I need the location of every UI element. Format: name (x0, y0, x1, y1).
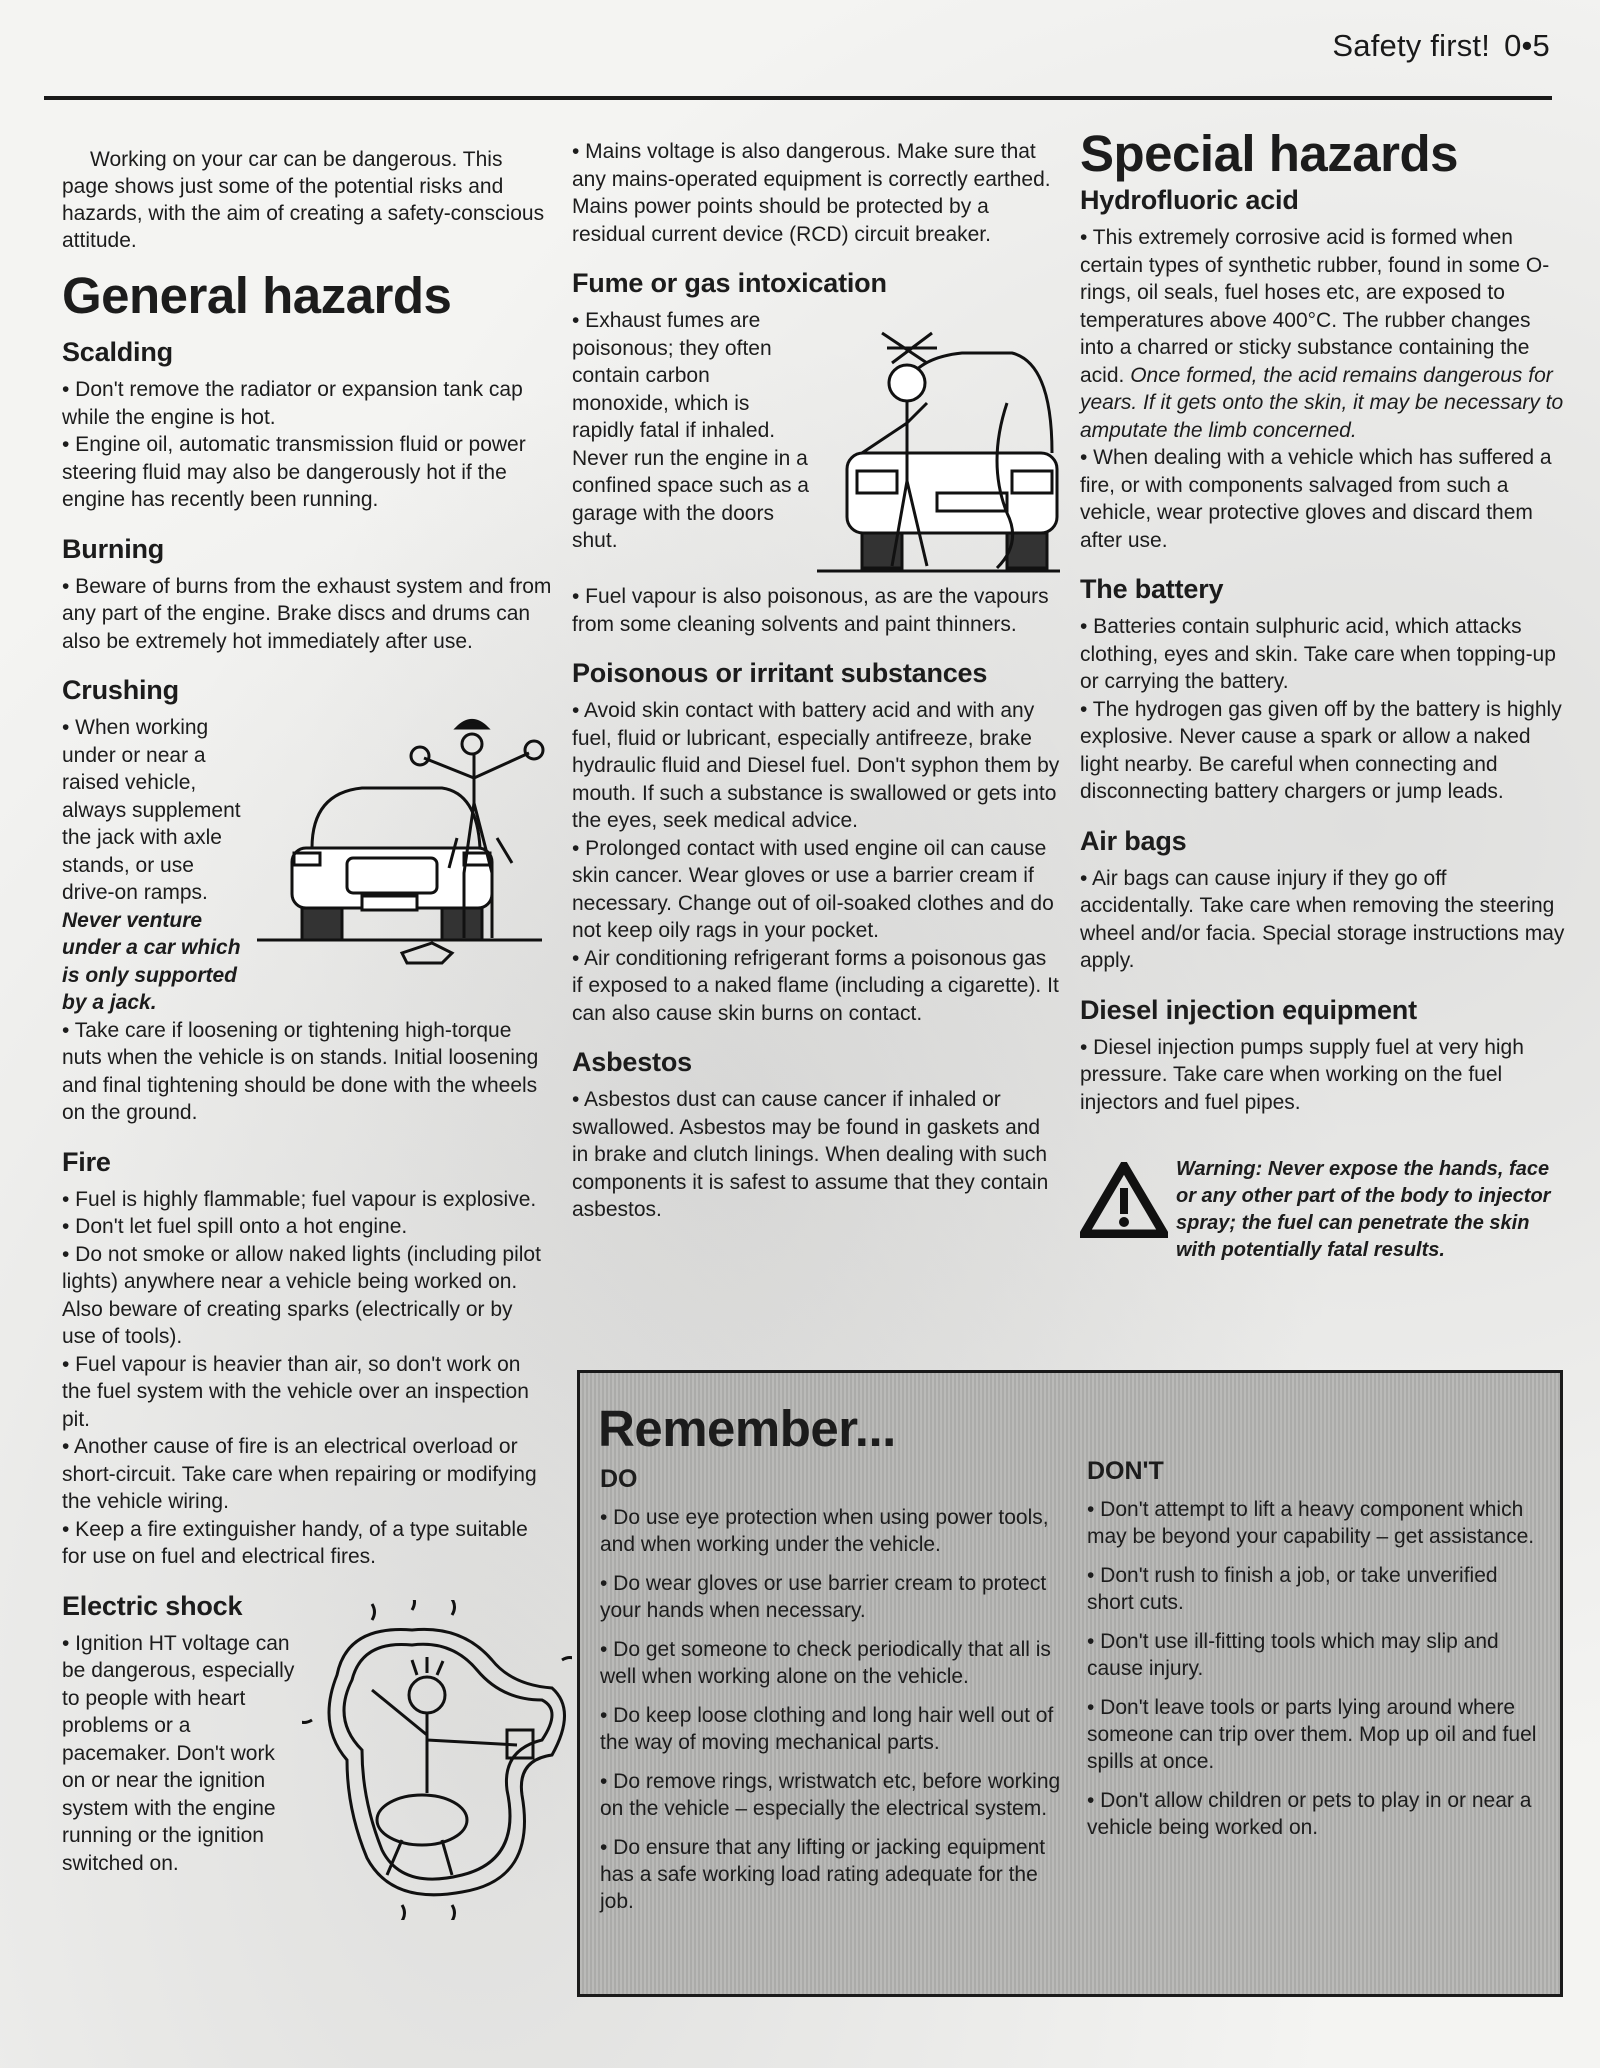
page-header (1332, 28, 1550, 64)
hydrofluoric-text: • This extremely corrosive acid is formed when certain types of synthetic rubber, found in some O-rings, oil seals, fuel hoses etc, are exposed to temperatures above 400°C. The rubber changes into a charred or sticky substance containing the acid. (1080, 226, 1550, 387)
hydrofluoric-emphasis: Once formed, the acid remains dangerous for years. If it gets onto the skin, it may be necessary to amputate the limb concerned. (1080, 363, 1564, 442)
diesel-heading: Diesel injection equipment (1080, 994, 1417, 1025)
dont-heading: DON'T (1087, 1457, 1164, 1485)
dont-column (1087, 1457, 1549, 1853)
airbags-item: • Air bags can cause injury if they go off accidentally. Take care when removing the steering wheel and/or facia. Special storage instructions may apply. (1080, 866, 1565, 972)
electric-shock-item: • Ignition HT voltage can be dangerous, especially to people with heart problems or a pacemaker. Don't work on or near the ignition system with the engine running or the ignition switched on. (62, 1631, 295, 1875)
page-number: 0•5 (1504, 28, 1550, 63)
dont-item: • Don't attempt to lift a heavy component which may be beyond your capability – get assistance. (1087, 1498, 1535, 1548)
column-middle (572, 138, 1062, 1224)
fume-item: • Fuel vapour is also poisonous, as are the vapours from some cleaning solvents and paint thinners. (572, 585, 1049, 636)
poison-item: • Air conditioning refrigerant forms a poisonous gas if exposed to a naked flame (including a cigarette). It can also cause skin burns on contact. (572, 946, 1059, 1025)
asbestos-heading: Asbestos (572, 1047, 692, 1077)
scalding-item: • Don't remove the radiator or expansion tank cap while the engine is hot. (62, 378, 523, 429)
fire-item: • Do not smoke or allow naked lights (including pilot lights) anywhere near a vehicle being worked on. Also beware of creating sparks (electrically or by use of tools). (62, 1242, 541, 1348)
exhaust-fumes-icon (812, 303, 1062, 583)
scalding-heading: Scalding (62, 337, 173, 367)
dont-item: • Don't allow children or pets to play in or near a vehicle being worked on. (1087, 1789, 1532, 1839)
electric-shock-illustration (302, 1600, 572, 1920)
special-hazards-title: Special hazards (1080, 125, 1459, 182)
do-item: • Do use eye protection when using power tools, and when working under the vehicle. (600, 1506, 1049, 1556)
injector-warning-text: Warning: Never expose the hands, face or any other part of the body to injector spray; the fuel can penetrate the skin with potentially fatal results. (1176, 1158, 1551, 1261)
burning-item: • Beware of burns from the exhaust system and from any part of the engine. Brake discs and drums can also be extremely hot immediately after use. (62, 574, 552, 653)
injector-warning (1080, 1156, 1565, 1264)
electric-shock-icon (302, 1600, 572, 1920)
poison-heading: Poisonous or irritant substances (572, 658, 988, 688)
do-item: • Do wear gloves or use barrier cream to protect your hands when necessary. (600, 1572, 1047, 1622)
fire-item: • Fuel vapour is heavier than air, so don't work on the fuel system with the vehicle over an inspection pit. (62, 1352, 529, 1431)
car-on-jack-icon (252, 708, 552, 978)
do-item: • Do keep loose clothing and long hair well out of the way of moving mechanical parts. (600, 1704, 1054, 1754)
crushing-item: • Take care if loosening or tightening high-torque nuts when the vehicle is on stands. Initial loosening and final tightening should be done with the wheels on the ground. (62, 1018, 539, 1124)
electric-shock-heading: Electric shock (62, 1590, 243, 1621)
fire-item: • Keep a fire extinguisher handy, of a type suitable for use on fuel and electrical fires. (62, 1517, 528, 1568)
general-hazards-title: General hazards (62, 267, 452, 324)
fume-heading: Fume or gas intoxication (572, 268, 887, 298)
airbags-heading: Air bags (1080, 825, 1187, 856)
fire-item: • Don't let fuel spill onto a hot engine. (62, 1215, 408, 1238)
dont-item: • Don't leave tools or parts lying around where someone can trip over them. Mop up oil and fuel spills at once. (1087, 1696, 1537, 1773)
column-general-hazards (62, 146, 552, 1920)
do-item: • Do get someone to check periodically that all is well when working alone on the vehicle. (600, 1638, 1051, 1688)
fire-item: • Fuel is highly flammable; fuel vapour is explosive. (62, 1187, 537, 1211)
battery-item: • The hydrogen gas given off by the battery is highly explosive. Never cause a spark or allow a naked light nearby. Be careful when connecting and disconnecting battery chargers or jump leads. (1080, 697, 1562, 803)
do-column (600, 1465, 1062, 1927)
hydrofluoric-item: • When dealing with a vehicle which has suffered a fire, or with components salvaged from such a vehicle, wear protective gloves and discard them after use. (1080, 446, 1552, 552)
dont-item: • Don't rush to finish a job, or take unverified short cuts. (1087, 1564, 1498, 1614)
remember-box (577, 1370, 1563, 1997)
do-item: • Do ensure that any lifting or jacking equipment has a safe working load rating adequate for the job. (600, 1836, 1046, 1913)
intro-paragraph: Working on your car can be dangerous. This page shows just some of the potential risks and hazards, with the aim of creating a safety-conscious attitude. (62, 148, 545, 252)
crushing-item: • When working under or near a raised vehicle, always supplement the jack with axle stands, or use drive-on ramps. (62, 716, 241, 904)
do-heading: DO (600, 1465, 638, 1493)
mains-voltage-item: • Mains voltage is also dangerous. Make sure that any mains-operated equipment is correctly earthed. Mains power points should be protected by a residual current device (RCD) circuit breaker. (572, 140, 1051, 246)
poison-item: • Avoid skin contact with battery acid and with any fuel, fluid or lubricant, especially antifreeze, brake hydraulic fluid and Diesel fuel. Don't syphon them by mouth. If such a substance is swallowed or gets into the eyes, seek medical advice. (572, 699, 1060, 832)
fire-item: • Another cause of fire is an electrical overload or short-circuit. Take care when repairing or modifying the vehicle wiring. (62, 1435, 537, 1513)
dont-item: • Don't use ill-fitting tools which may slip and cause injury. (1087, 1630, 1499, 1680)
scalding-item: • Engine oil, automatic transmission fluid or power steering fluid may also be dangerously hot if the engine has recently been running. (62, 433, 526, 511)
crushing-warning: Never venture under a car which is only supported by a jack. (62, 908, 241, 1014)
diesel-item: • Diesel injection pumps supply fuel at very high pressure. Take care when working on the fuel injectors and fuel pipes. (1080, 1035, 1524, 1114)
hydrofluoric-heading: Hydrofluoric acid (1080, 185, 1299, 215)
fire-heading: Fire (62, 1146, 111, 1177)
header-rule (44, 96, 1552, 100)
crushing-heading: Crushing (62, 675, 179, 705)
do-item: • Do remove rings, wristwatch etc, before working on the vehicle – especially the electrical system. (600, 1770, 1061, 1820)
fume-item: • Exhaust fumes are poisonous; they often contain carbon monoxide, which is rapidly fatal if inhaled. Never run the engine in a confined space such as a garage with the doors shut. (572, 309, 809, 552)
section-title: Safety first! (1332, 28, 1491, 63)
hydrofluoric-item (1080, 224, 1565, 444)
fume-illustration (812, 303, 1062, 583)
warning-triangle-icon (1080, 1162, 1168, 1238)
poison-item: • Prolonged contact with used engine oil can cause skin cancer. Wear gloves or use a barrier cream if necessary. Change out of oil-soaked clothes and do not keep oily rags in your pocket. (572, 836, 1054, 942)
remember-title: Remember... (598, 1400, 896, 1457)
burning-heading: Burning (62, 533, 165, 564)
battery-heading: The battery (1080, 574, 1224, 604)
crushing-illustration (252, 708, 552, 978)
battery-item: • Batteries contain sulphuric acid, which attacks clothing, eyes and skin. Take care when topping-up or carrying the battery. (1080, 615, 1556, 693)
asbestos-item: • Asbestos dust can cause cancer if inhaled or swallowed. Asbestos may be found in gaskets and in brake and clutch linings. When dealing with such components it is safest to assume that they contain asbestos. (572, 1088, 1049, 1221)
column-special-hazards (1080, 125, 1565, 1264)
